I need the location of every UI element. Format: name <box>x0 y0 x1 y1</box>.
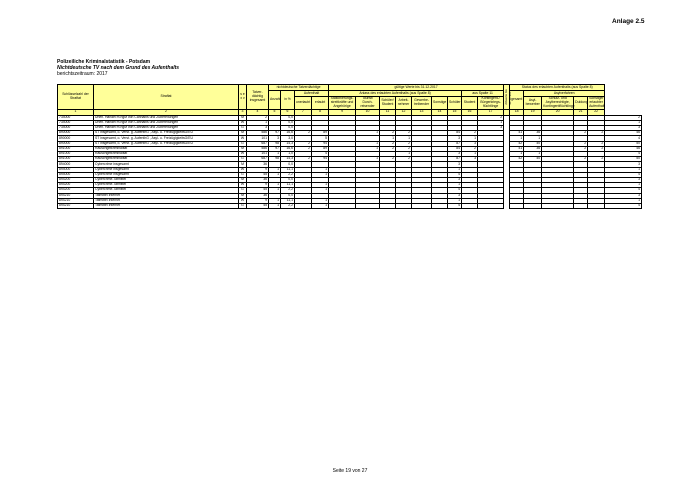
column-number: 12 <box>396 109 412 115</box>
table-cell: Cybercrime-Tatmittel <box>94 183 239 188</box>
table-cell: 891000 <box>58 157 94 162</box>
table-cell <box>432 203 448 208</box>
table-cell: 1 <box>605 183 642 188</box>
column-number: 2 <box>94 109 239 115</box>
header-straftat: Straftat <box>94 85 239 110</box>
table-cell: 1 <box>312 172 329 177</box>
column-number: 14 <box>432 109 448 115</box>
column-number: 20 <box>542 109 574 115</box>
table-cell: 734000 <box>58 126 94 131</box>
table-cell: 1 <box>524 136 542 141</box>
table-cell: 2 <box>396 141 412 146</box>
table-cell: M <box>239 115 247 120</box>
table-cell: 2 <box>247 115 269 120</box>
table-cell: 3 <box>605 126 642 131</box>
table-cell: Rauschgiftkriminalität <box>94 146 239 151</box>
table-cell: 3 <box>448 152 462 157</box>
table-cell: 2 <box>295 146 312 151</box>
table-cell: 1 <box>478 120 504 125</box>
table-cell: 1 <box>510 152 524 157</box>
header-duldung: Duldung <box>574 97 588 110</box>
table-cell: 1 <box>312 183 329 188</box>
header-gueltige-werte: gültige Werte bis 31.12.2017 <box>329 85 504 91</box>
table-cell: Unerl. Handel m.ngM von Cannabis und Zubereitungen <box>94 120 239 125</box>
table-cell: 3 <box>448 136 462 141</box>
table-cell: 3,0 <box>281 136 295 141</box>
header-aufenthalt: Aufenthalt <box>295 91 329 97</box>
column-number: 16 <box>462 109 478 115</box>
table-cell: 2,2 <box>281 188 295 193</box>
table-cell: 4 <box>605 172 642 177</box>
report-period: berichtszeitraum: 2017 <box>57 71 108 78</box>
table-cell: 891000 <box>58 146 94 151</box>
table-cell: Cybercrime insgesamt <box>94 172 239 177</box>
header-anlass: Anlass des erlaubten Aufenthalts (aus Spalte 8) <box>329 91 462 97</box>
header-anzahl: Anzahl <box>269 91 281 110</box>
table-cell: 894000 <box>58 162 94 167</box>
table-cell: 45 <box>247 203 269 208</box>
table-cell: 1 <box>605 167 642 172</box>
table-cell <box>462 203 478 208</box>
table-cell: 2 <box>574 146 588 151</box>
table-cell: 2 <box>396 146 412 151</box>
table-cell <box>356 203 380 208</box>
table-cell: 97 <box>269 146 281 151</box>
table-cell: 890000 <box>58 136 94 141</box>
table-cell <box>524 203 542 208</box>
table-cell: 1 <box>356 146 380 151</box>
table-cell: 891000 <box>58 152 94 157</box>
table-cell: G <box>239 141 247 146</box>
table-cell: 14,3 <box>281 141 295 146</box>
table-cell: Cybercrime insgesamt <box>94 167 239 172</box>
table-cell: 1 <box>312 167 329 172</box>
table-cell: 50 <box>605 157 642 162</box>
table-cell: Rauschgiftkriminalität <box>94 157 239 162</box>
table-cell: 3 <box>448 193 462 198</box>
table-cell: ST insgesamt, o. Verst. g. AufenthG , Asyl- u. FreizügigkeitsG/EU <box>94 136 239 141</box>
table-cell: Tatmittel Internet <box>94 193 239 198</box>
table-cell: ST insgesamt, o. Verst. g. AufenthG , Asyl- u. FreizügigkeitsG/EU <box>94 131 239 136</box>
table-cell: 0,0 <box>281 115 295 120</box>
column-number: 22 <box>588 109 605 115</box>
table-cell: 3 <box>269 136 281 141</box>
table-cell: 11,1 <box>281 183 295 188</box>
table-cell: 36 <box>524 131 542 136</box>
header-gesamt: gesamt <box>510 91 524 110</box>
table-cell: 98 <box>269 157 281 162</box>
header-status: Status des erlaubten Aufenthalts (aus Spalte 8) <box>510 85 605 91</box>
table-cell: 1 <box>312 203 329 208</box>
table-cell: 41 <box>510 131 524 136</box>
table-cell: 3 <box>605 193 642 198</box>
column-number: 8 <box>312 109 329 115</box>
header-kontingent: Kontingent-/ Bürgerkriegs-flüchtlinge <box>478 97 504 110</box>
table-cell: W <box>239 136 247 141</box>
table-cell: 101 <box>247 152 269 157</box>
table-cell: 2 <box>396 131 412 136</box>
column-number: 21 <box>574 109 588 115</box>
table-cell: 1 <box>462 136 478 141</box>
table-cell <box>574 203 588 208</box>
table-cell: 1 <box>269 188 281 193</box>
table-cell <box>412 203 432 208</box>
table-cell: 2 <box>588 146 605 151</box>
table-cell: 46 <box>605 131 642 136</box>
table-cell: W <box>239 183 247 188</box>
table-cell: 1 <box>269 172 281 177</box>
table-cell: 2 <box>588 157 605 162</box>
table-cell: 41 <box>510 146 524 151</box>
table-head <box>58 85 642 116</box>
table-cell: G <box>239 126 247 131</box>
table-cell: 1 <box>448 167 462 172</box>
table-cell: 4 <box>605 188 642 193</box>
table-cell: 3 <box>605 177 642 182</box>
header-asylbewerber: Asyl-bewerber <box>524 97 542 110</box>
header-gewerbe: Gewerbe-treibender <box>412 97 432 110</box>
table-cell: 87 <box>448 141 462 146</box>
table-cell: Rauschgiftkriminalität <box>94 152 239 157</box>
report-subtitle: Nichtdeutsche TV nach dem Grund des Aufenthalts <box>57 65 180 72</box>
table-cell: 1 <box>380 136 396 141</box>
table-cell: 2 <box>462 131 478 136</box>
table-cell: 3 <box>462 141 478 146</box>
table-cell: 3 <box>462 157 478 162</box>
column-number: 1 <box>58 109 94 115</box>
table-body <box>58 115 642 208</box>
table-cell: 97 <box>269 131 281 136</box>
table-cell: 4 <box>605 152 642 157</box>
column-number: 5 <box>269 109 281 115</box>
header-sonstige: Sonstige <box>432 97 448 110</box>
header-schueler-student: Schüler/ Student <box>380 97 396 110</box>
table-cell: 4 <box>448 172 462 177</box>
column-number: 18 <box>510 109 524 115</box>
table-cell: 894210 <box>58 198 94 203</box>
table-row <box>58 203 642 208</box>
table-cell: 2 <box>380 141 396 146</box>
table-cell: 1 <box>312 198 329 203</box>
table-cell: Tatmittel Internet <box>94 203 239 208</box>
table-cell: 894200 <box>58 188 94 193</box>
table-cell: 36 <box>247 193 269 198</box>
table-cell: 3 <box>478 126 504 131</box>
table-cell: 1 <box>605 198 642 203</box>
table-cell: 89 <box>312 146 329 151</box>
table-cell: 4 <box>605 203 642 208</box>
table-cell: M <box>239 193 247 198</box>
table-cell: 36 <box>524 146 542 151</box>
header-unerlaubt: unerlaubt <box>295 97 312 110</box>
table-cell: G <box>239 172 247 177</box>
table-cell: 16,6 <box>281 131 295 136</box>
header-nichtdeutsche: nichtdeutsche Tatverdächtige <box>269 85 329 91</box>
column-number: 11 <box>380 109 396 115</box>
header-tatverdaechtig: Tatver-dächtig insgesamt <box>247 85 269 110</box>
table-cell: 84 <box>448 146 462 151</box>
table-cell <box>295 203 312 208</box>
table-cell <box>588 203 605 208</box>
table-cell: 50 <box>605 141 642 146</box>
table-cell: 2 <box>462 146 478 151</box>
column-number: 4 <box>247 109 269 115</box>
header-arbeitnehmer: Arbeit-nehmer <box>396 97 412 110</box>
table-cell: Cybercrime-Tatmittel <box>94 177 239 182</box>
table-cell: 2 <box>574 131 588 136</box>
statistics-table <box>57 84 642 209</box>
table-cell: 4 <box>605 136 642 141</box>
table-cell: 894200 <box>58 177 94 182</box>
table-cell: 0,0 <box>281 126 295 131</box>
table-cell: Tatmittel Internet <box>94 198 239 203</box>
header-sonstiger: Sonstiger erlaubter Aufenthalt <box>589 96 605 108</box>
table-cell: Unerl. Handel m.ngM von Cannabis und Zubereitungen <box>94 126 239 131</box>
table-cell: 87 <box>448 157 462 162</box>
altwerte-label: Altwerte bis 31.12.2017 <box>504 89 513 105</box>
table-cell: 1 <box>269 167 281 172</box>
table-cell: M <box>239 131 247 136</box>
table-cell: 586 <box>247 146 269 151</box>
table-cell: 40 <box>524 157 542 162</box>
annex-label: Anlage 2.5 <box>612 18 645 25</box>
table-cell: 734000 <box>58 120 94 125</box>
table-cell: 3 <box>247 126 269 131</box>
table-cell: 36 <box>247 162 269 167</box>
column-number: 13 <box>412 109 432 115</box>
table-cell: 46 <box>605 146 642 151</box>
table-cell: 11,1 <box>281 198 295 203</box>
table-cell: 3 <box>448 177 462 182</box>
table-cell: Unerl. Handel m.ngM von Cannabis und Zubereitungen <box>94 115 239 120</box>
table-cell: 1 <box>448 183 462 188</box>
header-schutz: Schutz- und Asylberechtigte, Kontingentflüchtlinge <box>543 96 575 108</box>
report-title: Polizeiliche Kriminalstatistik - Potsdam <box>57 59 151 65</box>
header-tourist: Tourist/ Durch-reisender <box>356 97 380 110</box>
table-cell <box>510 203 524 208</box>
table-cell: 84 <box>448 131 462 136</box>
table-cell: 1 <box>269 198 281 203</box>
table-cell: 4 <box>312 152 329 157</box>
column-number: 10 <box>356 109 380 115</box>
column-number: 19 <box>524 109 542 115</box>
table-cell: 1 <box>269 183 281 188</box>
table-cell: 2 <box>605 115 642 120</box>
table-cell: W <box>239 198 247 203</box>
table-cell: 0,0 <box>281 120 295 125</box>
table-cell: M <box>239 162 247 167</box>
table-cell: 4 <box>448 203 462 208</box>
header-sex: s e x v <box>239 85 247 110</box>
table-cell: M <box>239 146 247 151</box>
table-cell: 2 <box>380 131 396 136</box>
column-number: 15 <box>448 109 462 115</box>
table-cell: 40 <box>524 141 542 146</box>
table-cell: 687 <box>247 157 269 162</box>
table-cell: 890000 <box>58 131 94 136</box>
table-cell: 1 <box>462 152 478 157</box>
table-cell: Cybercrime insgesamt <box>94 162 239 167</box>
table-cell: 42 <box>510 157 524 162</box>
table-cell: G <box>239 157 247 162</box>
table-cell: 1 <box>356 131 380 136</box>
table-cell: 1 <box>247 120 269 125</box>
table-cell: 2 <box>295 141 312 146</box>
table-cell: 894210 <box>58 203 94 208</box>
table-cell: M <box>239 177 247 182</box>
table-cell: 2 <box>295 131 312 136</box>
table-cell: 2,2 <box>281 203 295 208</box>
table-cell: 45 <box>247 172 269 177</box>
table-cell: 0,0 <box>281 193 295 198</box>
table-cell: 2 <box>295 157 312 162</box>
table-cell: 89 <box>312 131 329 136</box>
table-cell: 894210 <box>58 193 94 198</box>
table-cell: 2 <box>478 115 504 120</box>
table-cell: 101 <box>247 136 269 141</box>
table-cell: 890000 <box>58 141 94 146</box>
header-aus-spalte-11: aus Spalte 11 <box>462 91 504 97</box>
table-cell: 894000 <box>58 172 94 177</box>
report-header <box>57 59 179 78</box>
column-number: 17 <box>478 109 504 115</box>
table-cell: 16,6 <box>281 146 295 151</box>
table-cell: 894000 <box>58 167 94 172</box>
table-cell: 1 <box>510 136 524 141</box>
header-schluesselzahl: Schlüsselzahl der Straftat <box>58 85 94 110</box>
header-in-pct: in % <box>281 91 295 110</box>
table-cell: W <box>239 167 247 172</box>
table-cell: 687 <box>247 141 269 146</box>
table-cell: 1 <box>356 141 380 146</box>
table-cell: G <box>239 188 247 193</box>
table-cell <box>542 203 574 208</box>
table-cell: 1 <box>605 120 642 125</box>
table-cell: 1 <box>396 152 412 157</box>
table-cell: ST insgesamt, o. Verst. g. AufenthG , Asyl- u. FreizügigkeitsG/EU <box>94 141 239 146</box>
header-student: Student <box>462 97 478 110</box>
table-cell: 2 <box>588 141 605 146</box>
header-asylverfahren: Asylverfahren <box>524 91 605 97</box>
table-cell: 734000 <box>58 115 94 120</box>
page-footer: Seite 19 von 27 <box>332 468 368 474</box>
header-schueler: Schüler <box>448 97 462 110</box>
table-cell: 94 <box>312 141 329 146</box>
table-cell: 586 <box>247 131 269 136</box>
table-cell: 3 <box>605 162 642 167</box>
table-cell: 1 <box>356 157 380 162</box>
table-cell: 2 <box>574 157 588 162</box>
table-cell: 42 <box>510 141 524 146</box>
table-cell: 9 <box>247 167 269 172</box>
header-erlaubt: erlaubt <box>312 97 329 110</box>
table-cell: 2 <box>396 157 412 162</box>
table-cell: 2 <box>380 157 396 162</box>
table-cell: 1 <box>269 203 281 208</box>
table-cell <box>478 203 504 208</box>
table-cell: 0,0 <box>281 162 295 167</box>
table-cell: 2 <box>380 146 396 151</box>
table-cell: 4 <box>448 188 462 193</box>
column-number: 7 <box>295 109 312 115</box>
table-cell: W <box>239 120 247 125</box>
table-cell: Cybercrime-Tatmittel <box>94 188 239 193</box>
table-cell: 14,3 <box>281 157 295 162</box>
table-cell: 1 <box>269 152 281 157</box>
table-cell <box>380 203 396 208</box>
table-cell: 2,2 <box>281 172 295 177</box>
table-cell: 1 <box>312 188 329 193</box>
table-cell: 1 <box>524 152 542 157</box>
table-cell: 1 <box>448 198 462 203</box>
column-number: 6 <box>281 109 295 115</box>
table-cell: 11,1 <box>281 167 295 172</box>
table-cell: W <box>239 152 247 157</box>
table-cell: 894200 <box>58 183 94 188</box>
table-cell: 1,0 <box>281 152 295 157</box>
table-cell: 1 <box>396 136 412 141</box>
column-number: 3 <box>239 109 247 115</box>
table-cell <box>396 203 412 208</box>
table-cell: 36 <box>247 177 269 182</box>
header-altwerte <box>504 85 513 110</box>
table-cell: G <box>239 203 247 208</box>
table-cell: 2 <box>574 141 588 146</box>
table-cell: 9 <box>247 198 269 203</box>
column-number: 9 <box>329 109 356 115</box>
table-cell: 5 <box>312 136 329 141</box>
table-cell: 9 <box>247 183 269 188</box>
table-cell: 98 <box>269 141 281 146</box>
table-cell: 94 <box>312 157 329 162</box>
table-cell: 0,0 <box>281 177 295 182</box>
table-cell: 45 <box>247 188 269 193</box>
header-stationierung: Stationierungs-streitkräfte und Angehörige <box>329 97 356 110</box>
table-cell: 2 <box>588 131 605 136</box>
table-cell <box>329 203 356 208</box>
table-cell: 3 <box>448 162 462 167</box>
